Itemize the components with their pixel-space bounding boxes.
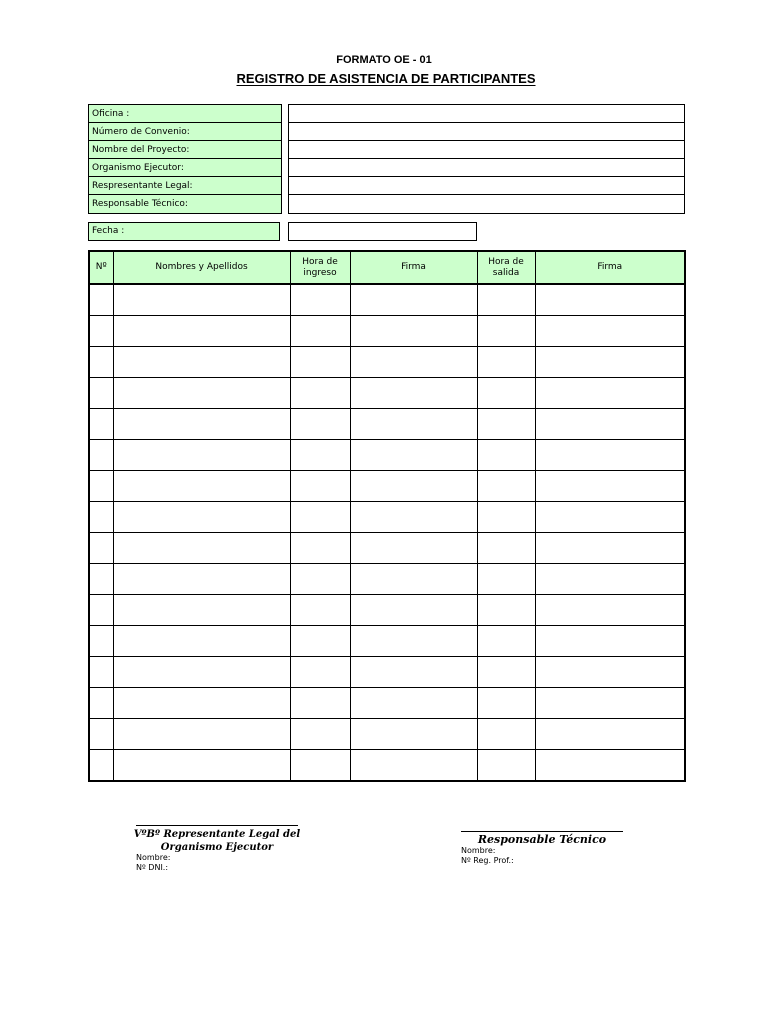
cell-nombres[interactable] [113, 409, 290, 440]
signature-line-right [461, 831, 623, 832]
cell-hora-ingreso[interactable] [290, 533, 350, 564]
cell-num[interactable] [89, 688, 113, 719]
signature-title-right: Responsable Técnico [477, 833, 607, 846]
cell-firma-ingreso[interactable] [350, 564, 477, 595]
cell-nombres[interactable] [113, 533, 290, 564]
cell-firma-salida[interactable] [535, 284, 685, 316]
signature-line-left [136, 825, 298, 826]
cell-firma-salida[interactable] [535, 378, 685, 409]
cell-firma-salida[interactable] [535, 657, 685, 688]
cell-firma-ingreso[interactable] [350, 378, 477, 409]
table-row [89, 347, 685, 378]
cell-num[interactable] [89, 440, 113, 471]
cell-firma-salida[interactable] [535, 347, 685, 378]
cell-nombres[interactable] [113, 284, 290, 316]
cell-hora-salida[interactable] [477, 626, 535, 657]
cell-hora-ingreso[interactable] [290, 719, 350, 750]
cell-nombres[interactable] [113, 471, 290, 502]
field-nombre-proyecto[interactable] [289, 141, 684, 159]
cell-firma-ingreso[interactable] [350, 502, 477, 533]
cell-hora-salida[interactable] [477, 378, 535, 409]
cell-nombres[interactable] [113, 626, 290, 657]
cell-num[interactable] [89, 533, 113, 564]
cell-num[interactable] [89, 595, 113, 626]
cell-hora-ingreso[interactable] [290, 564, 350, 595]
table-row [89, 378, 685, 409]
col-header-hora-salida [477, 251, 535, 284]
page-title [0, 71, 768, 86]
cell-nombres[interactable] [113, 440, 290, 471]
field-organismo-ejecutor[interactable] [289, 159, 684, 177]
cell-hora-ingreso[interactable] [290, 409, 350, 440]
table-row [89, 564, 685, 595]
field-representante-legal[interactable] [289, 177, 684, 195]
field-numero-convenio[interactable] [289, 123, 684, 141]
cell-firma-salida[interactable] [535, 626, 685, 657]
cell-num[interactable] [89, 316, 113, 347]
cell-firma-ingreso[interactable] [350, 688, 477, 719]
col-header-hora-salida-line2: salida [492, 267, 520, 278]
cell-firma-ingreso[interactable] [350, 595, 477, 626]
cell-firma-salida[interactable] [535, 440, 685, 471]
cell-hora-ingreso[interactable] [290, 316, 350, 347]
cell-hora-salida[interactable] [477, 533, 535, 564]
cell-hora-ingreso[interactable] [290, 378, 350, 409]
col-header-hora-ingreso-line2: ingreso [303, 267, 337, 278]
cell-firma-salida[interactable] [535, 533, 685, 564]
cell-hora-salida[interactable] [477, 440, 535, 471]
cell-nombres[interactable] [113, 316, 290, 347]
table-row [89, 440, 685, 471]
cell-firma-ingreso[interactable] [350, 471, 477, 502]
cell-nombres[interactable] [113, 595, 290, 626]
cell-firma-ingreso[interactable] [350, 533, 477, 564]
col-header-hora-salida-line1: Hora de [488, 256, 524, 267]
label-oficina: Oficina : [89, 105, 281, 123]
cell-firma-ingreso[interactable] [350, 440, 477, 471]
col-header-num: Nº [89, 251, 113, 284]
cell-hora-salida[interactable] [477, 502, 535, 533]
cell-num[interactable] [89, 719, 113, 750]
cell-firma-ingreso[interactable] [350, 347, 477, 378]
cell-hora-ingreso[interactable] [290, 688, 350, 719]
signature-title-left [126, 828, 308, 854]
cell-hora-salida[interactable] [477, 409, 535, 440]
cell-num[interactable] [89, 502, 113, 533]
page-title-text: REGISTRO DE ASISTENCIA DE PARTICIPANTES [236, 71, 536, 86]
col-header-firma-salida: Firma [535, 251, 685, 284]
table-row [89, 316, 685, 347]
cell-firma-ingreso[interactable] [350, 719, 477, 750]
cell-firma-ingreso[interactable] [350, 409, 477, 440]
cell-hora-ingreso[interactable] [290, 595, 350, 626]
cell-num[interactable] [89, 657, 113, 688]
cell-firma-salida[interactable] [535, 564, 685, 595]
table-row [89, 533, 685, 564]
table-header-row [89, 251, 685, 284]
cell-firma-salida[interactable] [535, 719, 685, 750]
cell-firma-ingreso[interactable] [350, 284, 477, 316]
signature-right-id-label: Nº Reg. Prof.: [461, 856, 514, 865]
cell-hora-ingreso[interactable] [290, 502, 350, 533]
field-fecha[interactable] [288, 222, 477, 241]
cell-firma-ingreso[interactable] [350, 316, 477, 347]
col-header-hora-ingreso-line1: Hora de [302, 256, 338, 267]
cell-firma-salida[interactable] [535, 409, 685, 440]
label-fecha: Fecha : [88, 222, 280, 241]
table-row [89, 719, 685, 750]
cell-hora-salida[interactable] [477, 657, 535, 688]
cell-nombres[interactable] [113, 750, 290, 782]
cell-hora-salida[interactable] [477, 688, 535, 719]
col-header-firma-ingreso: Firma [350, 251, 477, 284]
cell-hora-ingreso[interactable] [290, 284, 350, 316]
cell-hora-salida[interactable] [477, 284, 535, 316]
label-numero-convenio: Número de Convenio: [89, 123, 281, 141]
label-nombre-proyecto: Nombre del Proyecto: [89, 141, 281, 159]
cell-nombres[interactable] [113, 502, 290, 533]
table-row [89, 471, 685, 502]
cell-num[interactable] [89, 378, 113, 409]
cell-nombres[interactable] [113, 719, 290, 750]
table-row [89, 750, 685, 782]
table-row [89, 502, 685, 533]
table-row [89, 688, 685, 719]
cell-hora-salida[interactable] [477, 595, 535, 626]
cell-num[interactable] [89, 564, 113, 595]
cell-nombres[interactable] [113, 688, 290, 719]
cell-hora-ingreso[interactable] [290, 750, 350, 782]
info-labels [88, 104, 282, 214]
field-responsable-tecnico[interactable] [289, 195, 684, 213]
table-row [89, 284, 685, 316]
label-organismo-ejecutor: Organismo Ejecutor: [89, 159, 281, 177]
cell-firma-salida[interactable] [535, 688, 685, 719]
format-code: FORMATO OE - 01 [336, 54, 432, 66]
cell-num[interactable] [89, 471, 113, 502]
col-header-nombres: Nombres y Apellidos [113, 251, 290, 284]
field-oficina[interactable] [289, 105, 684, 123]
signature-title-left-line2: Organismo Ejecutor [160, 842, 274, 853]
table-row [89, 409, 685, 440]
cell-hora-ingreso[interactable] [290, 626, 350, 657]
cell-firma-ingreso[interactable] [350, 657, 477, 688]
cell-hora-ingreso[interactable] [290, 657, 350, 688]
cell-firma-salida[interactable] [535, 471, 685, 502]
cell-nombres[interactable] [113, 564, 290, 595]
cell-hora-salida[interactable] [477, 719, 535, 750]
table-body [89, 284, 685, 781]
cell-num[interactable] [89, 409, 113, 440]
signature-left-id-label: Nº DNI.: [136, 863, 169, 872]
cell-nombres[interactable] [113, 657, 290, 688]
cell-firma-salida[interactable] [535, 595, 685, 626]
cell-hora-salida[interactable] [477, 471, 535, 502]
cell-hora-salida[interactable] [477, 347, 535, 378]
cell-hora-salida[interactable] [477, 316, 535, 347]
cell-firma-salida[interactable] [535, 750, 685, 782]
cell-nombres[interactable] [113, 347, 290, 378]
signature-title-left-line1: VºBº Representante Legal del [133, 829, 301, 840]
cell-hora-salida[interactable] [477, 564, 535, 595]
label-representante-legal: Respresentante Legal: [89, 177, 281, 195]
cell-firma-salida[interactable] [535, 316, 685, 347]
attendance-table [88, 250, 686, 782]
cell-num[interactable] [89, 626, 113, 657]
cell-hora-ingreso[interactable] [290, 471, 350, 502]
table-row [89, 595, 685, 626]
info-values [288, 104, 685, 214]
cell-num[interactable] [89, 750, 113, 782]
cell-num[interactable] [89, 347, 113, 378]
table-row [89, 626, 685, 657]
cell-hora-ingreso[interactable] [290, 440, 350, 471]
cell-firma-ingreso[interactable] [350, 750, 477, 782]
cell-num[interactable] [89, 284, 113, 316]
label-responsable-tecnico: Responsable Técnico: [92, 199, 188, 209]
cell-nombres[interactable] [113, 378, 290, 409]
cell-firma-ingreso[interactable] [350, 626, 477, 657]
table-row [89, 657, 685, 688]
signature-left-name-label: Nombre: [136, 853, 171, 862]
cell-hora-ingreso[interactable] [290, 347, 350, 378]
col-header-hora-ingreso [290, 251, 350, 284]
cell-firma-salida[interactable] [535, 502, 685, 533]
signature-right-name-label: Nombre: [461, 846, 496, 855]
cell-hora-salida[interactable] [477, 750, 535, 782]
